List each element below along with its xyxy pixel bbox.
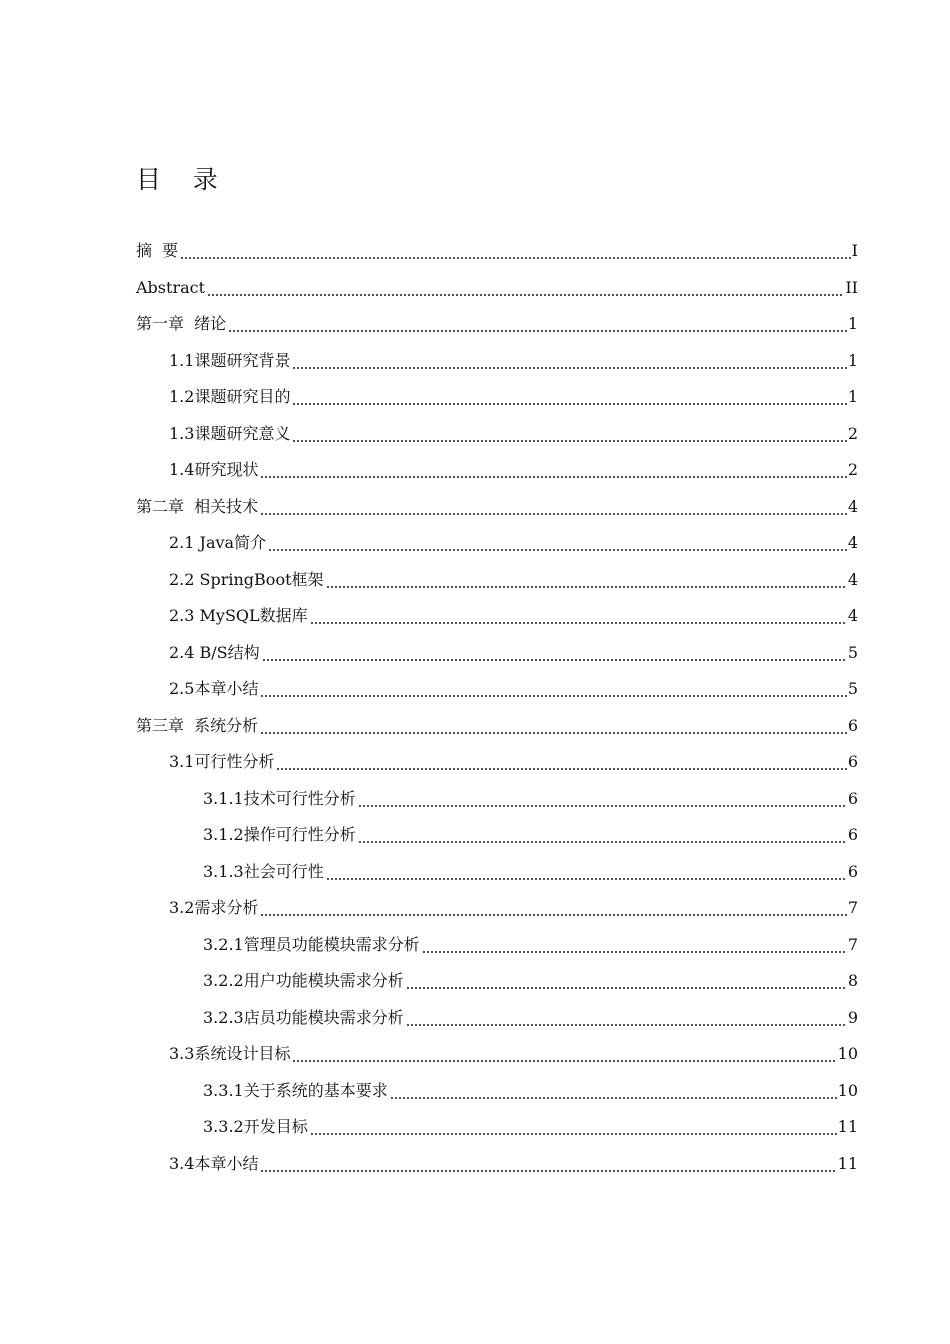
toc-entry[interactable] [136,270,858,307]
toc-entry[interactable] [136,489,858,526]
toc-entry-label: 第一章 绪论 [136,314,227,334]
toc-entry-page-number: 2 [847,423,858,443]
toc-entry-page-number: 4 [847,569,858,589]
toc-entry-page-number: II [845,277,858,297]
toc-entry-label: 3.1可行性分析 [169,752,275,772]
toc-entry[interactable] [136,671,858,708]
toc-entry-label: 摘 要 [136,241,179,261]
toc-entry-label: 2.5本章小结 [169,679,259,699]
toc-entry-label: 1.3课题研究意义 [169,423,291,443]
toc-entry-page-number: 6 [847,752,858,772]
toc-entry[interactable] [136,562,858,599]
table-of-contents [136,233,858,1182]
toc-entry[interactable] [136,1073,858,1110]
toc-entry-label: 3.3系统设计目标 [169,1044,291,1064]
toc-entry-label: 3.3.1关于系统的基本要求 [203,1080,388,1100]
toc-dot-leader [310,622,847,624]
toc-dot-leader [292,367,846,369]
toc-entry-page-number: 2 [847,460,858,480]
toc-entry-page-number: 5 [847,679,858,699]
toc-entry-label: 3.2.1管理员功能模块需求分析 [203,934,420,954]
toc-dot-leader [207,294,844,296]
toc-entry-page-number: 6 [847,861,858,881]
toc-dot-leader [260,732,847,734]
toc-dot-leader [326,586,847,588]
toc-entry-label: 1.2课题研究目的 [169,387,291,407]
toc-dot-leader [326,878,847,880]
toc-entry-page-number: 4 [847,496,858,516]
toc-entry-label: 2.2 SpringBoot框架 [169,569,324,589]
toc-dot-leader [292,403,846,405]
toc-entry-page-number: 7 [847,898,858,918]
toc-entry-label: 3.2.3店员功能模块需求分析 [203,1007,404,1027]
toc-entry-label: 2.3 MySQL数据库 [169,606,308,626]
toc-entry-label: 2.1 Java简介 [169,533,267,553]
toc-dot-leader [276,768,846,770]
toc-entry[interactable] [136,416,858,453]
toc-entry-page-number: 6 [847,825,858,845]
toc-entry-label: 3.1.1技术可行性分析 [203,788,356,808]
toc-entry-label: 3.3.2开发目标 [203,1117,308,1137]
toc-entry-page-number: 1 [847,350,858,370]
toc-entry-page-number: 10 [837,1080,858,1100]
toc-entry-label: 第二章 相关技术 [136,496,259,516]
toc-entry-label: 1.4研究现状 [169,460,259,480]
toc-entry-page-number: 10 [837,1044,858,1064]
toc-entry-label: 2.4 B/S结构 [169,642,260,662]
toc-entry-label: 3.2需求分析 [169,898,259,918]
toc-dot-leader [406,1024,847,1026]
toc-entry-label: 3.1.2操作可行性分析 [203,825,356,845]
toc-entry[interactable] [136,890,858,927]
toc-dot-leader [292,440,846,442]
toc-dot-leader [358,805,847,807]
toc-dot-leader [358,841,847,843]
toc-dot-leader [260,914,846,916]
toc-entry[interactable] [136,817,858,854]
toc-dot-leader [292,1060,836,1062]
toc-entry-page-number: 9 [847,1007,858,1027]
toc-entry[interactable] [136,1036,858,1073]
toc-entry[interactable] [136,343,858,380]
toc-dot-leader [228,330,847,332]
toc-dot-leader [406,987,847,989]
toc-entry-page-number: 6 [847,788,858,808]
toc-entry-page-number: I [851,241,858,261]
toc-entry[interactable] [136,306,858,343]
toc-entry[interactable] [136,963,858,1000]
toc-dot-leader [260,695,846,697]
toc-entry-label: Abstract [136,277,206,297]
toc-entry-page-number: 11 [837,1153,858,1173]
toc-entry-page-number: 7 [847,934,858,954]
toc-entry[interactable] [136,233,858,270]
toc-entry-label: 3.1.3社会可行性 [203,861,324,881]
toc-entry[interactable] [136,854,858,891]
toc-entry-label: 1.1课题研究背景 [169,350,291,370]
toc-entry[interactable] [136,781,858,818]
toc-entry[interactable] [136,598,858,635]
toc-entry-page-number: 4 [847,606,858,626]
toc-entry-label: 3.2.2用户功能模块需求分析 [203,971,404,991]
toc-entry[interactable] [136,379,858,416]
toc-dot-leader [390,1097,837,1099]
toc-entry-page-number: 5 [847,642,858,662]
toc-dot-leader [310,1133,837,1135]
toc-entry[interactable] [136,1000,858,1037]
toc-entry-page-number: 4 [847,533,858,553]
toc-dot-leader [260,1170,836,1172]
toc-entry[interactable] [136,635,858,672]
toc-dot-leader [260,513,847,515]
toc-entry-page-number: 11 [837,1117,858,1137]
toc-entry[interactable] [136,1109,858,1146]
toc-entry-page-number: 8 [847,971,858,991]
toc-entry-label: 第三章 系统分析 [136,715,259,735]
toc-entry[interactable] [136,452,858,489]
toc-entry[interactable] [136,927,858,964]
toc-entry[interactable] [136,708,858,745]
toc-entry-page-number: 1 [847,314,858,334]
toc-dot-leader [262,659,847,661]
toc-dot-leader [268,549,847,551]
toc-entry-page-number: 1 [847,387,858,407]
toc-entry[interactable] [136,1146,858,1183]
toc-dot-leader [422,951,847,953]
toc-entry-label: 3.4本章小结 [169,1153,259,1173]
toc-entry-page-number: 6 [847,715,858,735]
toc-dot-leader [180,257,850,259]
page-title: 目 录 [136,164,218,194]
toc-entry[interactable] [136,525,858,562]
toc-entry[interactable] [136,744,858,781]
toc-dot-leader [260,476,846,478]
